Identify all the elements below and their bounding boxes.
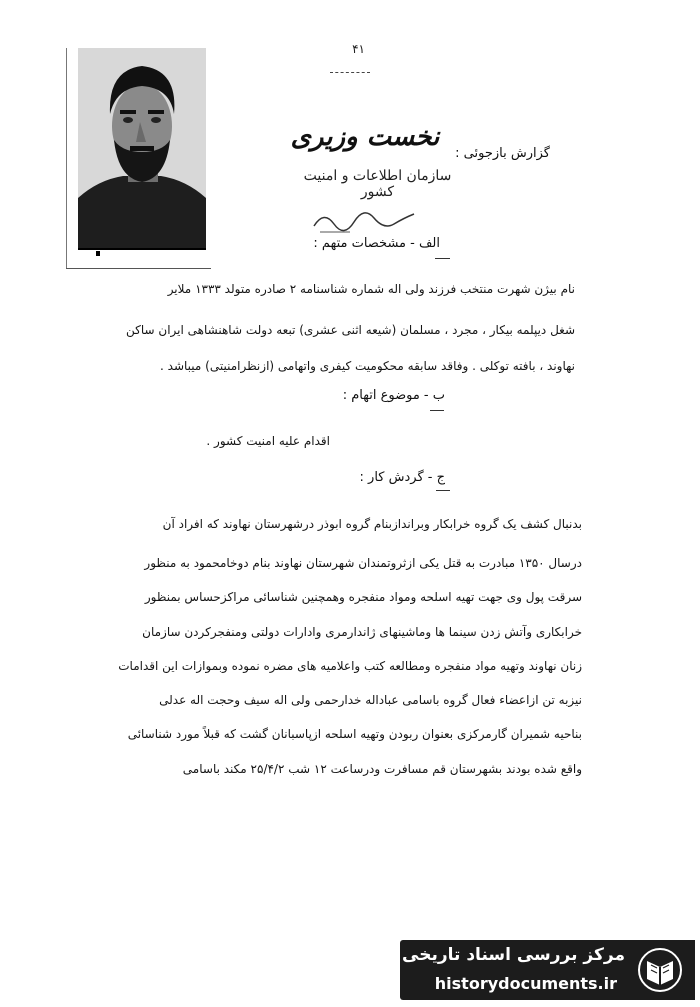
process-heading: ج - گردش کار : <box>359 470 445 485</box>
archive-website-link[interactable]: historydocuments.ir <box>434 974 617 993</box>
stamp-subtitle: سازمان اطلاعات و امنیت کشور <box>303 168 452 200</box>
specs-heading: الف - مشخصات متهم : <box>313 236 440 251</box>
photo-frame-edge <box>66 48 67 268</box>
stamp-dash <box>330 72 370 73</box>
photo-mark <box>96 251 100 256</box>
process-line-4: خرابکاری وآتش زدن سینما ها وماشینهای ژاندارمری وادارات دولتی ومنفجرکردن سازمان <box>142 625 582 639</box>
process-line-1: بدنبال کشف یک گروه خرابکار وبراندازبنام گروه ابوذر درشهرستان نهاوند که افراد آن <box>162 517 582 531</box>
specs-line-3: نهاوند ، بافته توکلی . وفاقد سابقه محکومیت کیفری واتهامی (ازنظرامنیتی) میباشد . <box>160 359 575 373</box>
process-line-8: واقع شده بودند بشهرستان قم مسافرت ودرساعت ۱۲ شب ۲۵/۴/۲ مکند باسامی <box>182 762 582 776</box>
subject-heading: ب - موضوع اتهام : <box>342 388 445 403</box>
suspect-photo <box>78 48 206 250</box>
archive-center-name: مرکز بررسی اسناد تاریخی <box>402 945 625 965</box>
process-line-5: زنان نهاوند وتهیه مواد منفجره ومطالعه کتب واعلامیه های مضره نموده وبموازات این اقدامات <box>118 659 582 673</box>
stamp-scribble <box>310 200 420 236</box>
process-line-6: نیزبه تن ازاعضاء فعال گروه باسامی عباداله خدارحمی ولی اله سیف وحجت اله عدلی <box>159 693 582 707</box>
specs-line-2: شغل دیپلمه بیکار ، مجرد ، مسلمان (شیعه اثنی عشری) تبعه دولت شاهنشاهی ایران ساکن <box>126 323 575 337</box>
process-heading-underline <box>436 490 450 491</box>
process-line-2: درسال ۱۳۵۰ مبادرت به قتل یکی ازثروتمندان شهرستان نهاوند بنام دوخامحمود به منظور <box>144 556 582 570</box>
stamp-title: نخست وزیری <box>290 122 440 152</box>
photo-frame-bottom <box>66 268 211 269</box>
specs-line-1: نام بیژن شهرت منتخب فرزند ولی اله شماره شناسنامه ۲ صادره متولد ۱۳۳۳ ملایر <box>167 282 575 296</box>
subject-heading-underline <box>430 410 444 411</box>
specs-heading-underline <box>435 258 450 259</box>
letterhead-stamp <box>290 40 460 220</box>
suspect-portrait-image <box>78 48 206 248</box>
archive-footer <box>400 940 695 1000</box>
subject-text: اقدام علیه امنیت کشور . <box>206 434 330 448</box>
stamp-mark: ۴۱ <box>352 42 365 56</box>
process-line-7: بناحیه شمیران گارمرکزی بعنوان ربودن وتهیه اسلحه ازپاسبانان گشت که قبلاً مورد شناسائی <box>127 727 582 741</box>
book-logo-icon <box>637 947 683 993</box>
report-label: گزارش بازجوئی : <box>455 146 550 161</box>
process-line-3: سرقت پول وی جهت تهیه اسلحه ومواد منفجره وهمچنین شناسائی مراکزحساس بمنظور <box>144 590 582 604</box>
